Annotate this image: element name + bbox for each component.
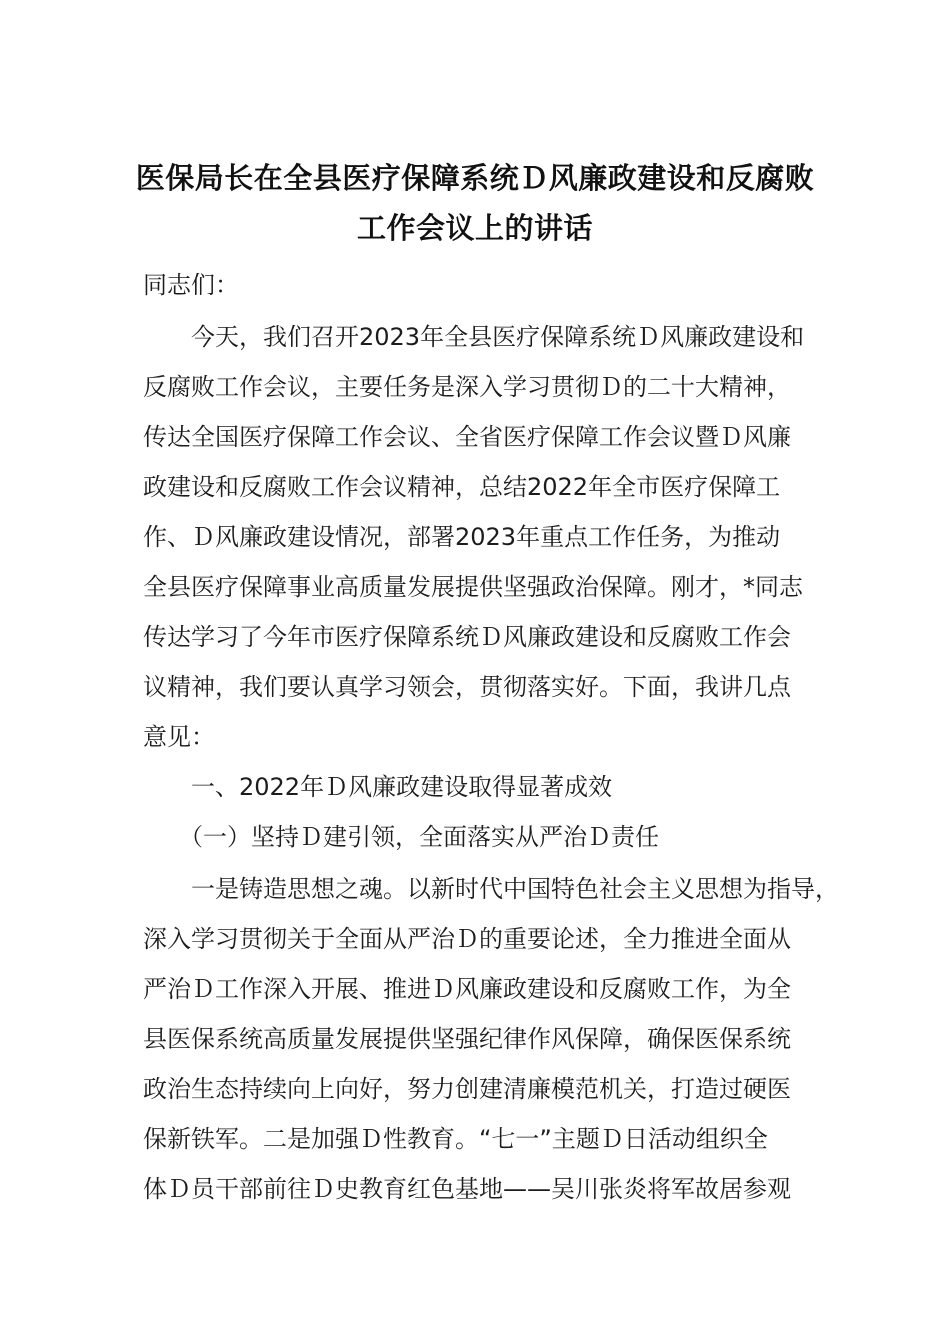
section-heading: 一、2022年Ｄ风廉政建设取得显著成效 bbox=[143, 773, 613, 801]
paragraph-line: 政治生态持续向上向好，努力创建清廉模范机关，打造过硬医 bbox=[143, 1075, 791, 1103]
paragraph-line: 今天，我们召开2023年全县医疗保障系统Ｄ风廉政建设和 bbox=[143, 323, 805, 351]
subsection-heading: （一）坚持Ｄ建引领，全面落实从严治Ｄ责任 bbox=[143, 823, 659, 851]
paragraph-line: 体Ｄ员干部前往Ｄ史教育红色基地——吴川张炎将军故居参观 bbox=[143, 1175, 791, 1203]
paragraph-line: 反腐败工作会议，主要任务是深入学习贯彻Ｄ的二十大精神， bbox=[143, 373, 791, 401]
salutation: 同志们： bbox=[143, 271, 239, 299]
paragraph-line: 议精神，我们要认真学习领会，贯彻落实好。下面，我讲几点 bbox=[143, 673, 791, 701]
paragraph-line: 作、Ｄ风廉政建设情况，部署2023年重点工作任务，为推动 bbox=[143, 523, 781, 551]
paragraph-line: 严治Ｄ工作深入开展、推进Ｄ风廉政建设和反腐败工作，为全 bbox=[143, 975, 791, 1003]
paragraph-line: 政建设和反腐败工作会议精神，总结2022年全市医疗保障工 bbox=[143, 473, 781, 501]
document-title-line-2: 工作会议上的讲话 bbox=[356, 211, 593, 245]
paragraph-line: 传达全国医疗保障工作会议、全省医疗保障工作会议暨Ｄ风廉 bbox=[143, 423, 791, 451]
paragraph-line: 深入学习贯彻关于全面从严治Ｄ的重要论述，全力推进全面从 bbox=[143, 925, 791, 953]
paragraph-line: 全县医疗保障事业高质量发展提供坚强政治保障。刚才，*同志 bbox=[143, 573, 803, 601]
paragraph-line: 保新铁军。二是加强Ｄ性教育。“七一”主题Ｄ日活动组织全 bbox=[143, 1125, 768, 1153]
paragraph-line: 一是铸造思想之魂。以新时代中国特色社会主义思想为指导， bbox=[143, 875, 839, 903]
paragraph-line: 县医保系统高质量发展提供坚强纪律作风保障，确保医保系统 bbox=[143, 1025, 791, 1053]
document-title-line-1: 医保局长在全县医疗保障系统Ｄ风廉政建设和反腐败 bbox=[135, 161, 815, 195]
paragraph-line: 意见： bbox=[143, 723, 215, 751]
paragraph-line: 传达学习了今年市医疗保障系统Ｄ风廉政建设和反腐败工作会 bbox=[143, 623, 791, 651]
